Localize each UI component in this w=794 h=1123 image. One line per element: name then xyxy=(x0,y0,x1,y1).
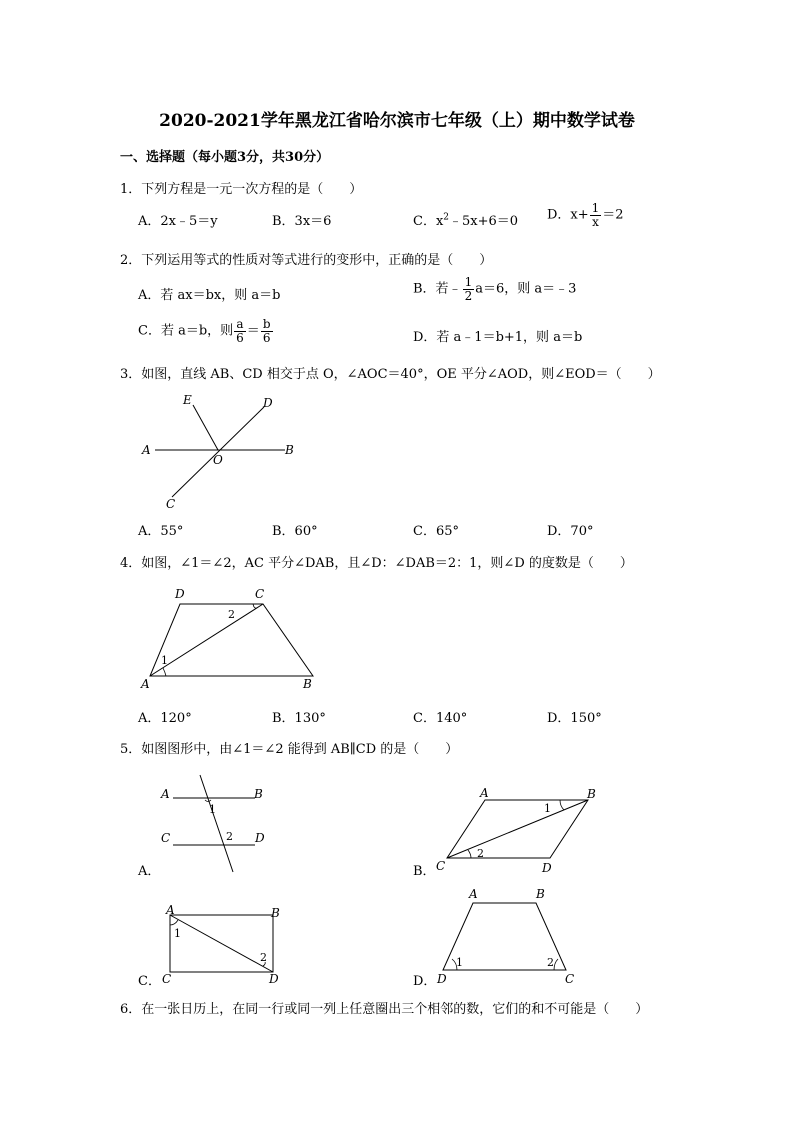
question-1-stem: 1．下列方程是一元一次方程的是（ ） xyxy=(120,182,363,197)
q5-figure-b xyxy=(430,780,610,880)
question-2-stem: 2．下列运用等式的性质对等式进行的变形中，正确的是（ ） xyxy=(120,253,493,268)
q1-c-pre: C．x xyxy=(413,214,444,229)
label-b: B xyxy=(587,787,596,801)
label-angle-1: 1 xyxy=(161,654,168,667)
frac-num: a xyxy=(234,318,246,332)
label-a: A xyxy=(469,887,478,901)
q1-c-post: ﹣5x+6＝0 xyxy=(449,214,519,229)
question-4-stem: 4．如图，∠1＝∠2，AC 平分∠DAB，且∠D：∠DAB＝2：1，则∠D 的度数是（ ） xyxy=(120,556,633,571)
angle-2-arc xyxy=(253,604,257,608)
label-a: A xyxy=(142,443,151,457)
label-b: B xyxy=(254,787,263,801)
angle-2-arc xyxy=(554,959,558,970)
q5-option-c: C． xyxy=(138,974,161,989)
q2-option-a: A．若 ax＝bx，则 a＝b xyxy=(138,288,281,303)
question-3-stem: 3．如图，直线 AB、CD 相交于点 O，∠AOC＝40°，OE 平分∠AOD，则∠EOD＝（ ） xyxy=(120,367,661,382)
label-angle-1: 1 xyxy=(209,803,216,816)
frac-num: b xyxy=(262,317,271,331)
diagonal-bc xyxy=(447,800,588,858)
label-c: C xyxy=(436,859,446,873)
label-angle-2: 2 xyxy=(477,847,484,860)
label-c: C xyxy=(166,497,176,511)
diagonal-ad xyxy=(170,915,273,972)
q1-d-post: ＝2 xyxy=(602,207,624,223)
label-e: E xyxy=(183,393,192,407)
q5-option-d: D． xyxy=(413,974,437,989)
frac-num: 1 xyxy=(464,275,473,289)
angle-1-arc xyxy=(170,920,178,925)
frac-den: 6 xyxy=(236,330,244,345)
q1-option-a: A．2x﹣5＝y xyxy=(138,214,218,229)
q5-figure-c xyxy=(160,900,290,990)
angle-1-arc xyxy=(163,668,166,676)
q4-figure xyxy=(135,582,325,692)
frac-den: x xyxy=(592,214,599,229)
label-c: C xyxy=(255,587,265,601)
frac-num: 1 xyxy=(591,201,600,215)
label-a: A xyxy=(166,903,175,917)
label-b: B xyxy=(536,887,545,901)
label-c: C xyxy=(565,972,575,986)
q5-figure-a xyxy=(155,770,275,875)
q2-b-post: a＝6，则 a＝﹣3 xyxy=(475,281,577,297)
angle-1-arc xyxy=(560,800,564,810)
angle-2-arc xyxy=(468,850,471,858)
q3-option-a: A．55° xyxy=(138,524,184,539)
q5-option-a: A． xyxy=(138,864,161,879)
ray-oe xyxy=(193,405,218,450)
label-angle-1: 1 xyxy=(174,927,181,940)
label-c: C xyxy=(161,831,171,845)
label-d: D xyxy=(269,972,279,986)
label-a: A xyxy=(480,786,489,800)
q2-b-fraction xyxy=(463,276,475,302)
q2-c-fraction-1 xyxy=(234,318,246,344)
label-o: O xyxy=(213,453,223,467)
q5-figure-d xyxy=(430,885,590,990)
frac-den: 2 xyxy=(464,288,473,303)
q1-d-fraction xyxy=(590,202,602,228)
frac-den: 6 xyxy=(262,330,271,345)
q5-option-b: B． xyxy=(413,864,436,879)
q4-option-d: D．150° xyxy=(547,711,602,726)
label-b: B xyxy=(271,906,280,920)
question-6-stem: 6．在一张日历上，在同一行或同一列上任意圈出三个相邻的数，它们的和不可能是（ ） xyxy=(120,1002,649,1017)
label-angle-2: 2 xyxy=(228,608,235,621)
label-d: D xyxy=(542,861,552,875)
q3-figure xyxy=(130,385,300,515)
q2-c-eq: ＝ xyxy=(246,323,260,339)
label-d: D xyxy=(255,831,265,845)
label-d: D xyxy=(175,587,185,601)
label-angle-1: 1 xyxy=(544,802,551,815)
q1-option-c xyxy=(413,210,518,229)
label-b: B xyxy=(303,677,312,691)
label-a: A xyxy=(161,787,170,801)
q4-option-b: B．130° xyxy=(272,711,326,726)
label-c: C xyxy=(162,972,172,986)
label-b: B xyxy=(285,443,294,457)
q2-c-pre: C．若 a＝b，则 xyxy=(138,323,234,339)
q1-option-b: B．3x＝6 xyxy=(272,214,332,229)
label-angle-2: 2 xyxy=(260,951,267,964)
q2-c-fraction-2 xyxy=(261,318,273,344)
q3-option-b: B．60° xyxy=(272,524,318,539)
q1-c-sup: 2 xyxy=(443,212,450,223)
label-a: A xyxy=(141,677,150,691)
q4-option-a: A．120° xyxy=(138,711,192,726)
question-5-stem: 5．如图图形中，由∠1＝∠2 能得到 AB∥CD 的是（ ） xyxy=(120,742,459,757)
label-angle-1: 1 xyxy=(456,956,463,969)
q4-option-c: C．140° xyxy=(413,711,468,726)
q2-option-c xyxy=(138,318,274,344)
q2-option-d: D．若 a﹣1＝b+1，则 a＝b xyxy=(413,330,583,345)
q1-option-d xyxy=(547,202,624,228)
page-title: 2020-2021学年黑龙江省哈尔滨市七年级（上）期中数学试卷 xyxy=(159,111,635,131)
label-d: D xyxy=(437,972,447,986)
angle-1-arc xyxy=(205,800,211,802)
label-angle-2: 2 xyxy=(226,830,233,843)
label-angle-2: 2 xyxy=(547,956,554,969)
section-heading: 一、选择题（每小题3分，共30分） xyxy=(120,150,330,165)
transversal xyxy=(200,775,233,872)
line-cd xyxy=(172,407,264,497)
q3-option-c: C．65° xyxy=(413,524,459,539)
q1-d-pre: D．x+ xyxy=(547,207,589,223)
q2-b-pre: B．若﹣ xyxy=(413,281,462,297)
q2-option-b xyxy=(413,276,576,302)
label-d: D xyxy=(263,396,273,410)
q3-option-d: D．70° xyxy=(547,524,594,539)
